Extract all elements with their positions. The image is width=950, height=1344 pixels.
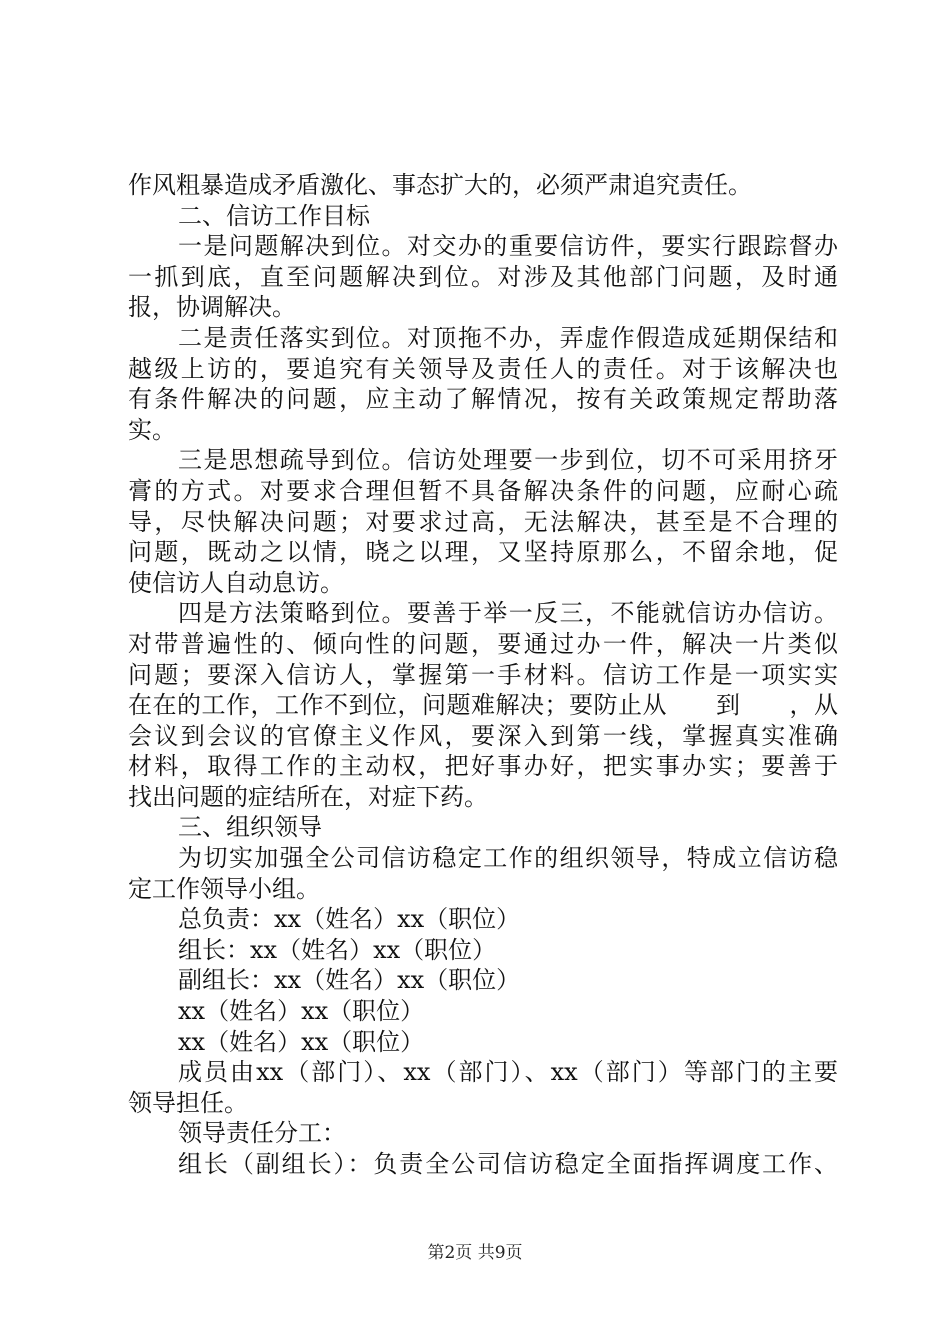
text-line: 导，尽快解决问题；对要求过高，无法解决，甚至是不合理的 — [128, 507, 838, 536]
text-line: 在在的工作，工作不到位，问题难解决；要防止从 到 ，从 — [128, 691, 838, 720]
text-line: 使信访人自动息访。 — [128, 568, 344, 597]
text-line: 问题；要深入信访人，掌握第一手材料。信访工作是一项实实 — [128, 660, 838, 689]
section-heading: 二、信访工作目标 — [178, 201, 370, 230]
document-body — [128, 170, 838, 1180]
text-line: 定工作领导小组。 — [128, 874, 320, 903]
text-line: 四是方法策略到位。要善于举一反三，不能就信访办信访。 — [178, 599, 838, 628]
text-line: 组长（副组长）：负责全公司信访稳定全面指挥调度工作、 — [178, 1150, 838, 1178]
text-line: xx（姓名）xx（职位） — [178, 997, 425, 1026]
section-heading: 三、组织领导 — [178, 813, 322, 842]
text-line: 报，协调解决。 — [128, 293, 296, 322]
text-line: 找出问题的症结所在，对症下药。 — [128, 782, 488, 811]
text-line: 成员由xx（部门）、xx（部门）、xx（部门）等部门的主要 — [178, 1058, 838, 1087]
text-line: 一是问题解决到位。对交办的重要信访件，要实行跟踪督办 — [178, 232, 838, 261]
text-line: 一抓到底，直至问题解决到位。对涉及其他部门问题，及时通 — [128, 262, 838, 291]
text-line: 会议到会议的官僚主义作风，要深入到第一线，掌握真实准确 — [128, 721, 838, 750]
text-line: 组长：xx（姓名）xx（职位） — [178, 935, 497, 964]
text-line: 领导担任。 — [128, 1088, 248, 1117]
text-line: 三是思想疏导到位。信访处理要一步到位，切不可采用挤牙 — [178, 446, 838, 475]
text-line: 副组长：xx（姓名）xx（职位） — [178, 966, 521, 995]
text-line: 对带普遍性的、倾向性的问题，要通过办一件，解决一片类似 — [128, 629, 838, 658]
text-line: 作风粗暴造成矛盾激化、事态扩大的，必须严肃追究责任。 — [128, 171, 752, 199]
text-line: 为切实加强全公司信访稳定工作的组织领导，特成立信访稳 — [178, 844, 838, 873]
text-line: 二是责任落实到位。对顶拖不办，弄虚作假造成延期保结和 — [178, 323, 838, 352]
text-line: 越级上访的，要追究有关领导及责任人的责任。对于该解决也 — [128, 354, 838, 383]
text-line: 总负责：xx（姓名）xx（职位） — [178, 905, 521, 934]
text-line: 有条件解决的问题，应主动了解情况，按有关政策规定帮助落 — [128, 385, 838, 414]
text-line: 领导责任分工： — [178, 1119, 346, 1148]
text-line: 材料，取得工作的主动权，把好事办好，把实事办实；要善于 — [128, 752, 838, 781]
page-number-footer: 第2页 共9页 — [427, 1243, 523, 1263]
text-line: xx（姓名）xx（职位） — [178, 1027, 425, 1056]
text-line: 实。 — [128, 415, 176, 444]
text-line: 膏的方式。对要求合理但暂不具备解决条件的问题，应耐心疏 — [128, 476, 838, 505]
text-line: 问题，既动之以情，晓之以理，又坚持原那么，不留余地，促 — [128, 538, 838, 567]
